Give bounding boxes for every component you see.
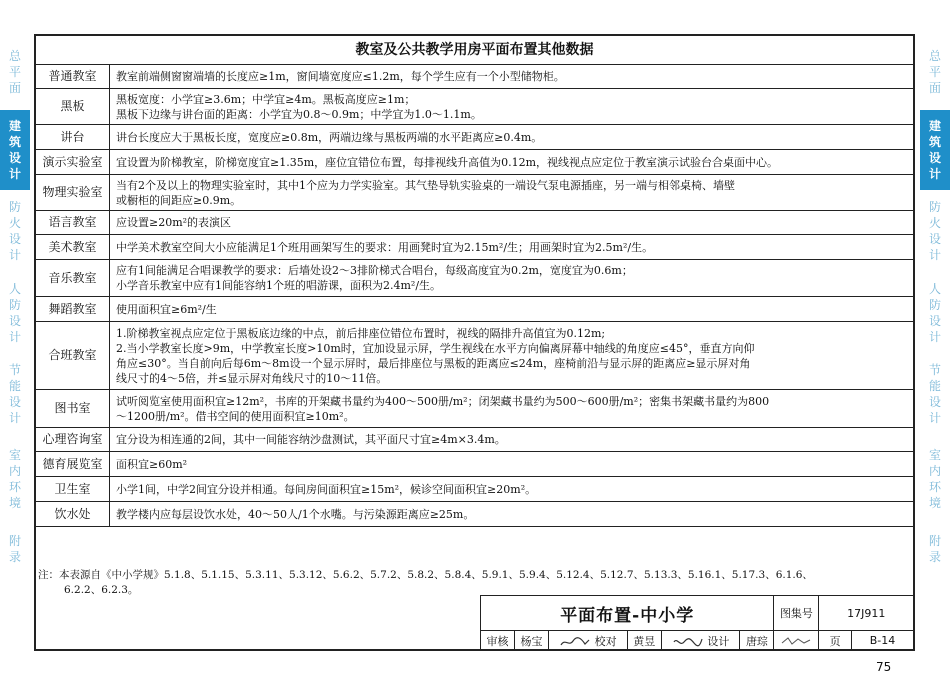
design-label: 设计 bbox=[707, 634, 730, 648]
row-label: 合班教室 bbox=[36, 322, 110, 390]
content-line: 当有2个及以上的物理实验室时，其中1个应为力学实验室。其气垫导轨实验桌的一端设气泵电源插座，另一端与相邻桌椅、墙壁 bbox=[116, 178, 735, 192]
tab-label: 防 火 设 计 bbox=[8, 200, 21, 262]
row-content bbox=[110, 235, 914, 260]
table-row bbox=[36, 235, 914, 260]
tab-civil-defense[interactable] bbox=[920, 272, 950, 354]
table-title: 教室及公共教学用房平面布置其他数据 bbox=[36, 36, 914, 65]
table-row bbox=[36, 452, 914, 477]
row-content bbox=[110, 297, 914, 322]
row-content bbox=[110, 150, 914, 175]
row-content bbox=[110, 65, 914, 89]
table-title-row bbox=[36, 36, 914, 65]
table-row bbox=[36, 65, 914, 89]
row-content bbox=[110, 175, 914, 211]
content-line: 黑板宽度：小学宜≥3.6m；中学宜≥4m。黑板高度应≥1m； bbox=[116, 92, 416, 106]
content-line: 讲台长度应大于黑板长度，宽度应≥0.8m，两端边缘与黑板两端的水平距离应≥0.4m。 bbox=[116, 130, 543, 144]
content-line: 教学楼内应每层设饮水处，40～50人/1个水嘴。与污染源距离应≥25m。 bbox=[116, 507, 475, 521]
table-row bbox=[36, 260, 914, 297]
content-line: 试听阅览室使用面积宜≥12m²，书库的开架藏书量约为400～500册/m²；闭架藏书量约为500～600册/m²；密集书架藏书量约为800 bbox=[116, 394, 770, 408]
atlas-label: 图集号 bbox=[774, 596, 819, 631]
tab-label: 节 能 设 计 bbox=[928, 363, 941, 425]
row-label: 音乐教室 bbox=[36, 260, 110, 297]
tab-site-plan[interactable] bbox=[0, 34, 30, 110]
row-label: 黑板 bbox=[36, 89, 110, 125]
content-line: 应有1间能满足合唱课教学的要求：后墙处设2～3排阶梯式合唱台，每级高度宜为0.2m，宽度宜为0.6m； bbox=[116, 264, 633, 277]
tab-energy-design[interactable] bbox=[0, 354, 30, 434]
data-table bbox=[35, 35, 914, 527]
row-content bbox=[110, 428, 914, 452]
table-row bbox=[36, 322, 914, 390]
row-content bbox=[110, 502, 914, 527]
tab-fire-design[interactable] bbox=[0, 190, 30, 272]
right-chapter-tabs bbox=[920, 34, 950, 638]
reviewer-signature bbox=[549, 631, 628, 651]
row-label: 演示实验室 bbox=[36, 150, 110, 175]
tab-label: 建 筑 设 计 bbox=[928, 119, 941, 181]
table-row bbox=[36, 390, 914, 428]
tab-label: 室 内 环 境 bbox=[8, 448, 21, 510]
tab-label: 室 内 环 境 bbox=[928, 448, 941, 510]
tab-indoor-environment[interactable] bbox=[920, 434, 950, 524]
content-line: 线尺寸的4～5倍，并≤显示屏对角线尺寸的10～11倍。 bbox=[116, 371, 388, 385]
content-line: 教室前端侧窗窗端墙的长度应≥1m，窗间墙宽度应≤1.2m，每个学生应有一个小型储物柜。 bbox=[116, 70, 565, 83]
footnote-line: 注：本表源自《中小学规》5.1.8、5.1.15、5.3.11、5.3.12、5.6.2、5.7.2、5.8.2、5.8.4、5.9.1、5.9.4、5.12.4、5.12.7、5.13.3、5.16.1、5.17.3、6.1.6、 bbox=[38, 569, 813, 581]
row-label: 饮水处 bbox=[36, 502, 110, 527]
table-row bbox=[36, 89, 914, 125]
table-row bbox=[36, 502, 914, 527]
table-row bbox=[36, 150, 914, 175]
content-line: 宜设置为阶梯教室，阶梯宽度宜≥1.35m，座位宜错位布置，每排视线升高值为0.12m，视线视点应定位于教室演示试验台合桌面中心。 bbox=[116, 155, 779, 169]
content-line: 应设置≥20m²的表演区 bbox=[116, 216, 232, 229]
row-label: 语言教室 bbox=[36, 211, 110, 235]
row-label: 物理实验室 bbox=[36, 175, 110, 211]
tab-label: 人 防 设 计 bbox=[928, 282, 941, 344]
row-content bbox=[110, 260, 914, 297]
row-content bbox=[110, 322, 914, 390]
row-content bbox=[110, 452, 914, 477]
row-label: 心理咨询室 bbox=[36, 428, 110, 452]
review-label: 审核 bbox=[481, 631, 515, 651]
table-row bbox=[36, 428, 914, 452]
content-line: 中学美术教室空间大小应能满足1个班用画架写生的要求：用画凳时宜为2.15m²/生；用画架时宜为2.5m²/生。 bbox=[116, 240, 654, 254]
checker-name: 黄昱 bbox=[627, 631, 661, 651]
row-label: 美术教室 bbox=[36, 235, 110, 260]
content-line: 小学1间，中学2间宜分设并相通。每间房间面积宜≥15m²，候诊空间面积宜≥20m²。 bbox=[116, 482, 537, 496]
tab-fire-design[interactable] bbox=[920, 190, 950, 272]
table-row bbox=[36, 175, 914, 211]
row-content bbox=[110, 477, 914, 502]
content-line: 宜分设为相连通的2间，其中一间能容纳沙盘测试，其平面尺寸宜≥4m×3.4m。 bbox=[116, 433, 506, 446]
tab-energy-design[interactable] bbox=[920, 354, 950, 434]
tab-architecture-design[interactable] bbox=[920, 110, 950, 190]
tab-architecture-design[interactable] bbox=[0, 110, 30, 190]
content-line: 使用面积宜≥6m²/生 bbox=[116, 302, 217, 316]
content-line: 角应≤30°。当自前向后每6m～8m设一个显示屏时，最后排座位与黑板的距离应≤24m，座椅前沿与显示屏的距离应≥显示屏对角 bbox=[116, 356, 751, 370]
row-label: 图书室 bbox=[36, 390, 110, 428]
row-content bbox=[110, 390, 914, 428]
content-line: ～1200册/m²。借书空间的使用面积宜≥10m²。 bbox=[116, 409, 355, 423]
atlas-number: 17J911 bbox=[819, 596, 914, 631]
tab-site-plan[interactable] bbox=[920, 34, 950, 110]
designer-signature bbox=[774, 631, 819, 651]
tab-appendix[interactable] bbox=[920, 524, 950, 574]
row-content bbox=[110, 89, 914, 125]
tab-label: 节 能 设 计 bbox=[8, 363, 21, 425]
signature-icon bbox=[672, 636, 704, 648]
content-line: 黑板下边缘与讲台面的距离：小学宜为0.8～0.9m；中学宜为1.0～1.1m。 bbox=[116, 107, 482, 121]
row-label: 讲台 bbox=[36, 125, 110, 150]
table-row bbox=[36, 477, 914, 502]
tab-label: 附 录 bbox=[8, 534, 21, 564]
left-chapter-tabs bbox=[0, 34, 30, 638]
tab-appendix[interactable] bbox=[0, 524, 30, 574]
row-label: 舞蹈教室 bbox=[36, 297, 110, 322]
page-label: 页 bbox=[819, 631, 851, 651]
table-row bbox=[36, 125, 914, 150]
row-content bbox=[110, 125, 914, 150]
title-block bbox=[480, 595, 914, 651]
footnote-line: 6.2.2、6.2.3。 bbox=[64, 584, 139, 596]
content-line: 1.阶梯教室视点应定位于黑板底边缘的中点，前后排座位错位布置时，视线的隔排升高值宜为0.12m; bbox=[116, 326, 606, 340]
tab-label: 总 平 面 bbox=[928, 49, 941, 95]
signature-icon bbox=[559, 636, 591, 648]
table-footnote bbox=[38, 568, 898, 598]
tab-label: 总 平 面 bbox=[8, 49, 21, 95]
table-row bbox=[36, 211, 914, 235]
row-content bbox=[110, 211, 914, 235]
signature-icon bbox=[780, 635, 812, 647]
tab-civil-defense[interactable] bbox=[0, 272, 30, 354]
tab-label: 防 火 设 计 bbox=[928, 200, 941, 262]
tab-label: 人 防 设 计 bbox=[8, 282, 21, 344]
reviewer-name: 杨宝 bbox=[515, 631, 549, 651]
page-number: 75 bbox=[876, 660, 892, 674]
drawing-title: 平面布置-中小学 bbox=[481, 596, 774, 631]
content-line: 面积宜≥60m² bbox=[116, 457, 188, 471]
check-label: 校对 bbox=[594, 634, 617, 648]
checker-signature bbox=[661, 631, 740, 651]
content-line: 小学音乐教室中应有1间能容纳1个班的唱游课，面积为2.4m²/生。 bbox=[116, 279, 442, 292]
page-code: B-14 bbox=[851, 631, 913, 651]
content-line: 或橱柜的间距应≥0.9m。 bbox=[116, 193, 242, 207]
designer-name: 唐琮 bbox=[740, 631, 774, 651]
row-label: 普通教室 bbox=[36, 65, 110, 89]
tab-label: 附 录 bbox=[928, 534, 941, 564]
row-label: 德育展览室 bbox=[36, 452, 110, 477]
content-line: 2.当小学教室长度>9m，中学教室长度>10m时，宜加设显示屏，学生视线在水平方向偏离屏幕中轴线的角度应≤45°，垂直方向仰 bbox=[116, 341, 755, 355]
tab-label: 建 筑 设 计 bbox=[8, 119, 21, 181]
tab-indoor-environment[interactable] bbox=[0, 434, 30, 524]
table-row bbox=[36, 297, 914, 322]
row-label: 卫生室 bbox=[36, 477, 110, 502]
